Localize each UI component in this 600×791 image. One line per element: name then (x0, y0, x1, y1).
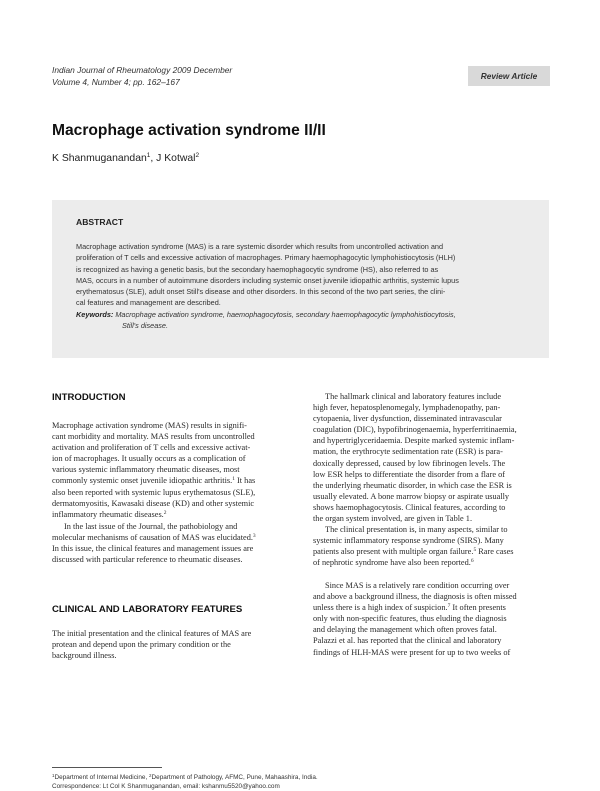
text-line (52, 509, 298, 520)
text-line (52, 431, 298, 442)
author-separator: , (150, 153, 157, 164)
text-line (52, 475, 298, 486)
abstract-line: is recognized as having a genetic basis, but the secondary haemophagocytic syndrome (HS), also referred to as (76, 264, 439, 274)
keywords-text-continued: Still's disease. (122, 321, 169, 331)
text-line (313, 557, 551, 568)
text-line (313, 435, 551, 446)
affiliation-mark: 1 (52, 773, 55, 778)
abstract-line: Macrophage activation syndrome (MAS) is a rare systemic disorder which results from uncontrolled activation and (76, 242, 444, 251)
text-line (313, 413, 551, 424)
text-line (313, 613, 551, 624)
article-type-badge: Review Article (468, 66, 550, 86)
text-line (313, 513, 551, 524)
text-line (52, 420, 298, 431)
line-text: Macrophage activation syndrome (MAS) results in signifi- (52, 421, 247, 430)
line-text: inflammatory rheumatic diseases. (52, 509, 164, 519)
line-text: protean and depend upon the primary condition or the (52, 640, 231, 650)
text-line (313, 402, 551, 413)
text-line (313, 647, 551, 658)
text-line (52, 543, 298, 554)
clinical-features-heading: CLINICAL AND LABORATORY FEATURES (52, 604, 243, 615)
line-text: The clinical presentation is, in many aspects, similar to (325, 525, 508, 534)
line-text: of nephrotic syndrome have also been reported. (313, 558, 471, 568)
diagnosis-paragraph (313, 580, 551, 658)
clinical-paragraph-1 (52, 628, 298, 661)
text-line (313, 469, 551, 480)
text-line (52, 554, 298, 565)
line-text: also been reported with systemic lupus erythematosus (SLE), (52, 487, 256, 497)
abstract-heading: ABSTRACT (76, 217, 124, 227)
footnotes (52, 771, 318, 791)
text-line (313, 458, 551, 469)
text-line (313, 635, 551, 646)
text-line (52, 639, 298, 650)
line-text: Palazzi et al. has reported that the clinical and laboratory (313, 636, 502, 646)
hallmark-features-paragraph (313, 391, 551, 524)
line-text: In the last issue of the Journal, the pathobiology and (64, 522, 238, 531)
abstract-line: proliferation of T cells and excessive activation of macrophages. Primary haemophagocytic lymphohistiocytosis (HLH) (76, 253, 456, 263)
line-text: cytopaenia, liver dysfunction, disseminated intravascular (313, 414, 502, 424)
text-line (313, 524, 551, 535)
abstract-line: MAS, occurs in a number of autoimmune disorders including systemic onset juvenile idiopathic arthritis, systemic lupus (76, 275, 459, 285)
line-text: patients also present with multiple organ failure. (313, 547, 474, 557)
keywords-line (76, 309, 528, 320)
line-text: commonly systemic onset juvenile idiopathic arthritis. (52, 476, 233, 486)
text-line (313, 391, 551, 402)
text-line (52, 442, 298, 453)
line-text: the underlying rheumatic disorder, in which case the ESR is (313, 480, 512, 490)
line-text-continued: It has (234, 476, 256, 486)
text-line (52, 453, 298, 464)
text-line (52, 521, 298, 532)
line-text: The initial presentation and the clinical features of MAS are (52, 629, 252, 638)
journal-volume-pages: Volume 4, Number 4; pp. 162–167 (52, 77, 180, 87)
line-text: Since MAS is a relatively rare condition occurring over (325, 581, 510, 590)
text-line (52, 532, 298, 543)
introduction-paragraph-2 (52, 521, 298, 565)
text-line (313, 480, 551, 491)
abstract-body (76, 241, 528, 331)
author-name: J Kotwal (156, 153, 196, 164)
citation-mark: 6 (470, 558, 474, 565)
line-text: In this issue, the clinical features and management issues are (52, 544, 254, 554)
affiliation-mark: 2 (149, 773, 152, 778)
introduction-paragraph-1 (52, 420, 298, 520)
line-text: mation, the erythrocyte sedimentation rate (ESR) is para- (313, 447, 503, 457)
line-text: activation and proliferation of T cells and excessive activat- (52, 443, 251, 453)
text-line (313, 591, 551, 602)
line-text: unless there is a high index of suspicion. (313, 603, 448, 613)
text-line (313, 580, 551, 591)
line-text: low ESR helps to differentiate the disorder from a flare of (313, 469, 505, 479)
text-line (313, 446, 551, 457)
text-line (52, 487, 298, 498)
text-line (313, 502, 551, 513)
journal-citation (52, 64, 232, 88)
introduction-heading: INTRODUCTION (52, 392, 126, 403)
text-line (313, 546, 551, 557)
line-text: usually elevated. A bone marrow biopsy or aspirate usually (313, 491, 510, 501)
line-text: doxically depressed, caused by low fibrinogen levels. The (313, 458, 506, 468)
line-text: dermatomyositis, Kawasaki disease (KD) and other systemic (52, 498, 255, 508)
abstract-line: erythematosus (SLE), adult onset Still's disease and other disorders. In this second of the two part series, the clini- (76, 287, 446, 297)
line-text: discussed with particular reference to rheumatic diseases. (52, 555, 243, 565)
citation-mark: 3 (252, 533, 256, 540)
correspondence-footnote: Correspondence: Lt Col K Shanmuganandan, email: kshanmu5520@yahoo.com (52, 783, 280, 790)
citation-mark: 5 (473, 547, 477, 554)
line-text: the organ system involved, are given in Table 1. (313, 514, 473, 524)
keywords-label: Keywords: (76, 309, 114, 319)
line-text: only with non-specific features, thus eluding the diagnosis (313, 614, 507, 624)
keywords-text: Macrophage activation syndrome, haemophagocytosis, secondary haemophagocytic lymphohistiocytosis, (115, 309, 456, 319)
line-text: findings of HLH-MAS were present for up to two weeks of (313, 647, 511, 657)
text-line (52, 498, 298, 509)
text-line (313, 624, 551, 635)
author-list (52, 152, 199, 164)
article-title: Macrophage activation syndrome II/II (52, 122, 326, 139)
abstract-line: cal features and management are described. (76, 298, 221, 308)
line-text: background illness. (52, 651, 117, 661)
citation-mark: 2 (163, 509, 167, 516)
text-line (52, 628, 298, 639)
line-text: systemic inflammatory response syndrome (SIRS). Many (313, 536, 504, 546)
line-text-continued: It often presents (450, 603, 506, 613)
citation-mark: 7 (447, 603, 451, 610)
text-line (313, 424, 551, 435)
line-text: molecular mechanisms of causation of MAS was elucidated. (52, 533, 253, 543)
line-text: and hypertriglyceridaemia. Despite marked systemic inflam- (313, 436, 515, 446)
journal-name-date: Indian Journal of Rheumatology 2009 December (52, 65, 233, 75)
clinical-presentation-paragraph (313, 524, 551, 568)
line-text: high fever, hepatosplenomegaly, lymphadenopathy, pan- (313, 403, 501, 413)
text-line (52, 464, 298, 475)
line-text: cant morbidity and mortality. MAS results from uncontrolled (52, 432, 255, 442)
line-text-continued: Rare cases (476, 547, 514, 557)
line-text: various systemic inflammatory rheumatic diseases, most (52, 465, 240, 475)
line-text: shows haemophagocytosis. Clinical features, according to (313, 502, 506, 512)
line-text: and delaying the management which often proves fatal. (313, 625, 497, 635)
footnote-rule (52, 767, 162, 768)
line-text: The hallmark clinical and laboratory features include (325, 392, 502, 401)
citation-mark: 1 (232, 476, 235, 483)
author-name: K Shanmuganandan (52, 153, 147, 164)
author-affiliation-mark: 2 (195, 152, 200, 159)
line-text: coagulation (DIC), hypofibrinogenaemia, hyperferritinaemia, (313, 425, 517, 435)
affiliation-text: Department of Internal Medicine, (54, 774, 150, 781)
text-line (313, 491, 551, 502)
affiliation-text: Department of Pathology, AFMC, Pune, Mahaashira, India. (151, 774, 318, 781)
line-text: ion of macrophages. It usually occurs as a complication of (52, 454, 246, 464)
text-line (313, 602, 551, 613)
text-line (52, 650, 298, 661)
line-text: and above a background illness, the diagnosis is often missed (313, 592, 517, 602)
text-line (313, 535, 551, 546)
affiliations-footnote (52, 771, 318, 782)
author-affiliation-mark: 1 (146, 152, 151, 159)
